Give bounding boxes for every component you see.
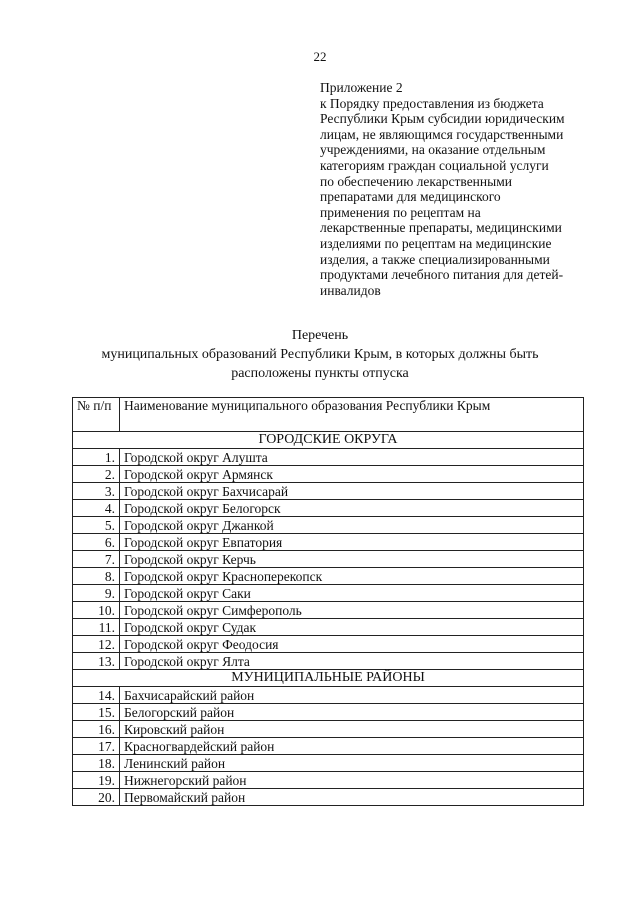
row-number: 6. [73,534,120,551]
row-number: 1. [73,449,120,466]
row-name: Красногвардейский район [120,738,584,755]
row-number: 2. [73,466,120,483]
row-number: 5. [73,517,120,534]
row-name: Городской округ Симферополь [120,602,584,619]
row-name: Городской округ Алушта [120,449,584,466]
table-row [73,636,584,653]
row-number: 19. [73,772,120,789]
row-number: 7. [73,551,120,568]
appendix-label: Приложение 2 [320,80,403,95]
row-name: Городской округ Керчь [120,551,584,568]
appendix-line: Республики Крым субсидии юридическим [320,111,565,127]
table-row [73,653,584,670]
table-row [73,500,584,517]
title-line-2: муниципальных образований Республики Крым, в которых должны быть [101,347,539,362]
document-title [60,326,580,383]
row-name: Кировский район [120,721,584,738]
row-number: 20. [73,789,120,806]
row-number: 16. [73,721,120,738]
row-name: Городской округ Джанкой [120,517,584,534]
table-row [73,517,584,534]
row-number: 11. [73,619,120,636]
table-row [73,738,584,755]
row-number: 10. [73,602,120,619]
section-row [73,670,584,687]
appendix-line: применения по рецептам на [320,204,481,220]
row-number: 15. [73,704,120,721]
appendix-line: по обеспечению лекарственными [320,173,512,189]
appendix-line: препаратами для медицинского [320,189,501,205]
row-name: Городской округ Белогорск [120,500,584,517]
page-number: 22 [313,49,327,64]
title-line-1: Перечень [291,328,349,343]
table-row [73,551,584,568]
table-row [73,772,584,789]
table-row [73,755,584,772]
section-title: МУНИЦИПАЛЬНЫЕ РАЙОНЫ [73,670,584,687]
table-row [73,483,584,500]
row-number: 14. [73,687,120,704]
row-number: 12. [73,636,120,653]
table-row [73,789,584,806]
table-row [73,704,584,721]
header-number: № п/п [73,398,120,432]
row-name: Бахчисарайский район [120,687,584,704]
row-number: 13. [73,653,120,670]
table-body [73,432,584,806]
table-row [73,602,584,619]
row-name: Городской округ Евпатория [120,534,584,551]
title-line-3: расположены пункты отпуска [231,366,409,381]
row-number: 17. [73,738,120,755]
row-name: Городской округ Феодосия [120,636,584,653]
appendix-line: категориям граждан социальной услуги [320,157,549,173]
table-row [73,585,584,602]
table-row [73,619,584,636]
row-name: Ленинский район [120,755,584,772]
appendix-line: к Порядку предоставления из бюджета [320,95,544,111]
table-row [73,568,584,585]
row-name: Городской округ Бахчисарай [120,483,584,500]
row-number: 18. [73,755,120,772]
municipalities-table [72,397,584,806]
table-row [73,687,584,704]
table-row [73,534,584,551]
row-name: Белогорский район [120,704,584,721]
row-name: Городской округ Армянск [120,466,584,483]
appendix-line: продуктами лечебного питания для детей- [320,267,564,283]
appendix-block [320,80,600,298]
row-name: Городской округ Судак [120,619,584,636]
table-header-row [73,398,584,432]
row-name: Городской округ Ялта [120,653,584,670]
appendix-line: изделиями по рецептам на медицинские [320,235,552,251]
appendix-line: учреждениями, на оказание отдельным [320,142,546,158]
table-row [73,721,584,738]
appendix-line: лицам, не являющимся государственными [320,126,564,142]
section-title: ГОРОДСКИЕ ОКРУГА [73,432,584,449]
table-row [73,466,584,483]
row-name: Первомайский район [120,789,584,806]
row-number: 8. [73,568,120,585]
section-row [73,432,584,449]
appendix-line: изделия, а также специализированными [320,251,550,267]
row-name: Городской округ Красноперекопск [120,568,584,585]
row-name: Нижнегорский район [120,772,584,789]
row-number: 9. [73,585,120,602]
row-number: 3. [73,483,120,500]
appendix-line: лекарственные препараты, медицинскими [320,220,562,236]
row-number: 4. [73,500,120,517]
appendix-line: инвалидов [320,282,381,298]
row-name: Городской округ Саки [120,585,584,602]
header-name: Наименование муниципального образования Республики Крым [120,398,584,432]
table-row [73,449,584,466]
